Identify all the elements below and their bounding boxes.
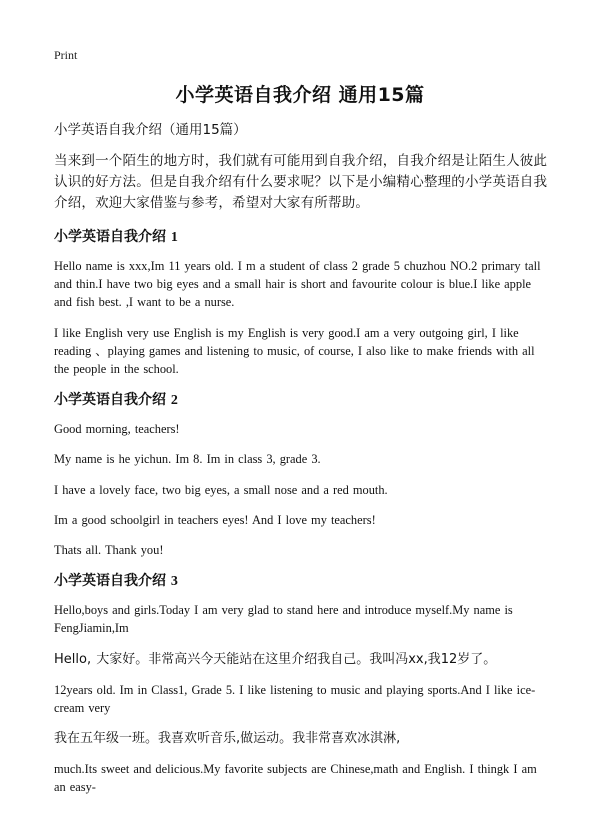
section-heading [54, 227, 548, 248]
section-heading-number: 2 [170, 393, 178, 409]
paragraph: My name is he yichun. Im 8. Im in class 3, grade 3. [54, 452, 321, 467]
section-heading [54, 571, 548, 592]
paragraph: Im a good schoolgirl in teachers eyes! And I love my teachers! [54, 512, 376, 527]
paragraph: Thats all. Thank you! [54, 543, 164, 558]
paragraph: I like English very use English is my English is very good.I am a very outgoing girl, I like reading 、playing games and listening to music, of course, I also like to make friends with all the people in the school. [54, 325, 535, 377]
print-label[interactable]: Print [54, 48, 78, 62]
section-heading [54, 390, 548, 411]
intro-paragraph: 当来到一个陌生的地方时，我们就有可能用到自我介绍，自我介绍是让陌生人彼此认识的好方法。但是自我介绍有什么要求呢？以下是小编精心整理的小学英语自我介绍，欢迎大家借鉴与参考，希望对大家有所帮助。 [54, 153, 548, 211]
paragraph: much.Its sweet and delicious.My favorite subjects are Chinese,math and English. I thingk I am an easy- [54, 762, 537, 795]
paragraph: I have a lovely face, two big eyes, a small nose and a red mouth. [54, 482, 388, 497]
section-heading-text: 小学英语自我介绍 [54, 392, 166, 409]
paragraph: Hello, 大家好。非常高兴今天能站在这里介绍我自己。我叫冯xx,我12岁了。 [54, 651, 497, 667]
section-heading-number: 3 [170, 574, 178, 590]
paragraph: Good morning, teachers! [54, 422, 180, 437]
section-heading-text: 小学英语自我介绍 [54, 573, 166, 590]
section-heading-number: 1 [170, 230, 178, 245]
paragraph: Hello,boys and girls.Today I am very glad to stand here and introduce myself.My name is FengJiamin,Im [54, 603, 513, 636]
section-heading-text: 小学英语自我介绍 [54, 229, 166, 245]
paragraph: Hello name is xxx,Im 11 years old. I m a student of class 2 grade 5 chuzhou NO.2 primary tall and thin.I have two big eyes and a small hair is short and favourite colour is blue.I like apple and fish best. ,I want to be a nurse. [54, 259, 541, 310]
document-subtitle: 小学英语自我介绍（通用15篇） [54, 122, 247, 138]
section-2 [54, 390, 548, 559]
section-3 [54, 571, 548, 796]
document-body [54, 121, 548, 808]
page-title: 小学英语自我介绍 通用15篇 [175, 84, 425, 106]
section-1 [54, 227, 548, 378]
paragraph: 12years old. Im in Class1, Grade 5. I like listening to music and playing sports.And I like ice-cream very [54, 682, 536, 715]
paragraph: 我在五年级一班。我喜欢听音乐,做运动。我非常喜欢冰淇淋, [54, 731, 401, 747]
